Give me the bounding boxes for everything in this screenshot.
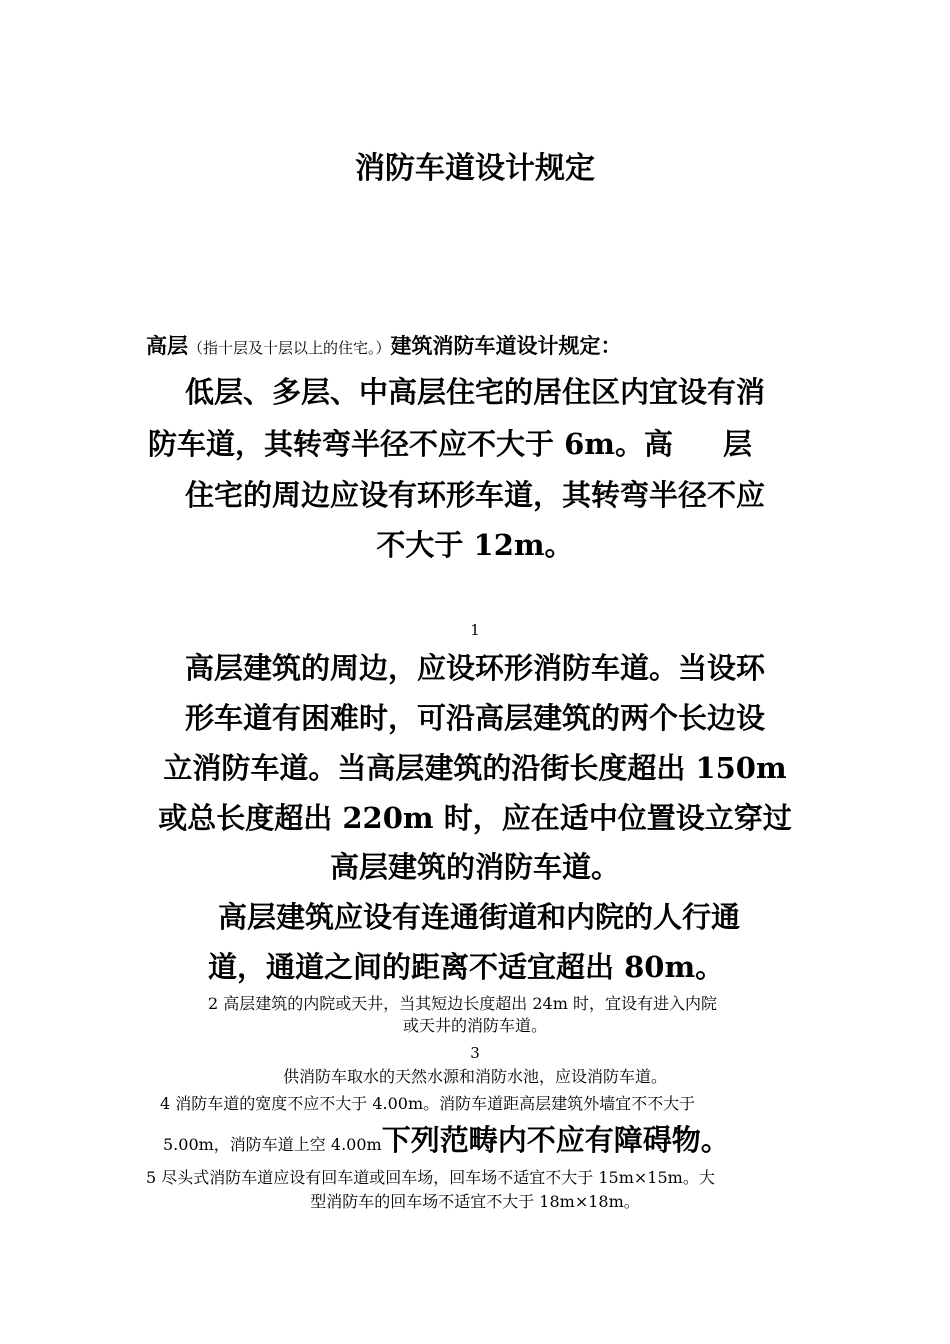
item2-line2: 或天井的消防车道。	[402, 1016, 547, 1035]
item4-line2-b: 下列范畴内不应有障碍物。	[381, 1123, 730, 1157]
item-number-1: 1	[470, 621, 480, 639]
item3-line1: 供消防车取水的天然水源和消防水池，应设消防车道。	[282, 1067, 667, 1086]
heading-tail: 建筑消防车道设计规定：	[390, 333, 622, 358]
para3-line1: 高层建筑应设有连通街道和内院的人行通	[218, 900, 741, 934]
para1-line4: 不大于 12m。	[376, 528, 574, 562]
item-number-3: 3	[470, 1044, 480, 1062]
heading-note: （指十层及十层以上的住宅。）	[188, 339, 391, 357]
section-heading	[146, 335, 622, 356]
item2-line1: 2 高层建筑的内院或天井，当其短边长度超出 24m 时，宜设有进入内院	[208, 994, 717, 1013]
item5-line2: 型消防车的回车场不适宜不大于 18m×18m。	[310, 1192, 640, 1211]
document-title: 消防车道设计规定	[355, 151, 595, 186]
item5-line1: 5 尽头式消防车道应设有回车道或回车场，回车场不适宜不大于 15m×15m。大	[146, 1168, 715, 1187]
para2-line4: 或总长度超出 220m 时，应在适中位置设立穿过	[158, 801, 792, 835]
para2-line2: 形车道有困难时，可沿高层建筑的两个长边设	[184, 701, 765, 735]
para2-line3: 立消防车道。当高层建筑的沿街长度超出 150m	[163, 751, 787, 785]
para3-line2: 道，通道之间的距离不适宜超出 80m。	[208, 950, 725, 984]
heading-lead: 高层	[146, 333, 188, 358]
para2-line1: 高层建筑的周边，应设环形消防车道。当设环	[184, 651, 765, 685]
para2-line5: 高层建筑的消防车道。	[329, 850, 620, 884]
para1-line1: 低层、多层、中高层住宅的居住区内宜设有消	[184, 375, 765, 409]
item4-line1: 4 消防车道的宽度不应不大于 4.00m。消防车道距高层建筑外墙宜不不大于	[160, 1094, 696, 1113]
para1-line2-a: 防车道，其转弯半径不应不大于 6m。高	[148, 427, 673, 461]
para1-line2	[148, 427, 752, 461]
para1-line3: 住宅的周边应设有环形车道，其转弯半径不应	[184, 478, 765, 512]
item4-line2-a: 5.00m，消防车道上空 4.00m	[163, 1135, 382, 1154]
item4-line2	[163, 1123, 730, 1157]
para1-line2-b: 层	[722, 427, 752, 461]
